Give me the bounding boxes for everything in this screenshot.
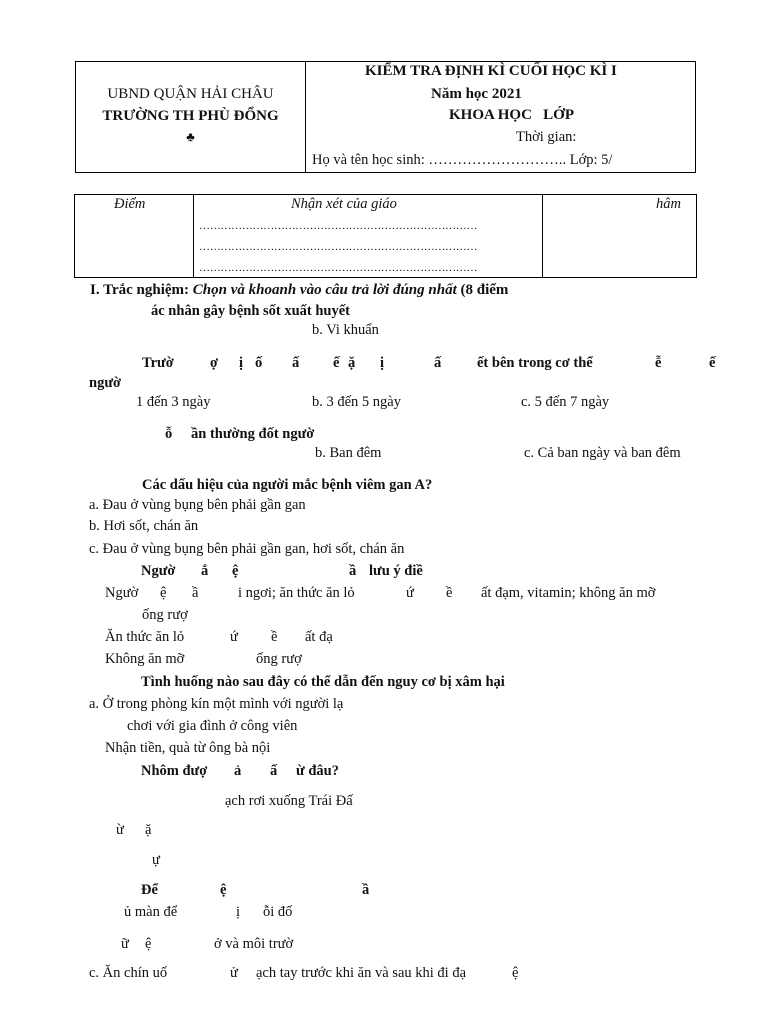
q6-option-c: Nhận tiền, quà từ ông bà nội bbox=[105, 740, 271, 756]
q5c-frag-2: ống rượ bbox=[256, 651, 302, 667]
comment-dots-2: …………………………………………………………………… bbox=[199, 241, 478, 253]
q8b-frag-2: ệ bbox=[145, 936, 152, 952]
q5-frag-4: ầ bbox=[349, 563, 357, 579]
teacher-comment-label: Nhận xét của giáo bbox=[291, 196, 397, 212]
subject-label: KHOA HỌC LỚP bbox=[449, 107, 575, 123]
time-label: Thời gian: bbox=[516, 129, 577, 145]
q5a-frag-3: ầ bbox=[192, 585, 199, 601]
q8c-frag-3: ạch tay trước khi ăn và sau khi đi đạ bbox=[256, 965, 467, 981]
q7-option-c: ự bbox=[152, 852, 160, 868]
q4-text: Các dấu hiệu của người mắc bệnh viêm gan A? bbox=[142, 477, 433, 493]
q8-frag-3: ầ bbox=[362, 882, 370, 898]
grade-right-label: hâm bbox=[656, 196, 681, 212]
q8c-frag-4: ệ bbox=[512, 965, 519, 981]
exam-title: KIỂM TRA ĐỊNH KÌ CUỐI HỌC KÌ I bbox=[365, 63, 617, 79]
q5-frag-5: lưu ý điề bbox=[369, 563, 423, 579]
q8a-frag-1: ủ màn để bbox=[124, 904, 178, 920]
q5a-frag-1: Ngườ bbox=[105, 585, 139, 601]
q5a-frag-6: ề bbox=[446, 585, 453, 601]
q2-frag-3: ị bbox=[239, 355, 244, 371]
q5a-frag-2: ệ bbox=[160, 585, 167, 601]
q2-frag-7: ặ bbox=[348, 355, 356, 371]
q2-option-c: c. 5 đến 7 ngày bbox=[521, 394, 610, 410]
q8-frag-1: Để bbox=[141, 882, 158, 898]
district-name: UBND QUẬN HẢI CHÂU bbox=[107, 86, 274, 102]
q5a-frag-4: i ngơi; ăn thức ăn lỏ bbox=[238, 585, 355, 601]
comment-dots-1: …………………………………………………………………… bbox=[199, 220, 478, 232]
q5-frag-1: Ngườ bbox=[141, 563, 176, 579]
q1-text: ác nhân gây bệnh sốt xuất huyết bbox=[151, 303, 351, 319]
q7b-frag-2: ặ bbox=[145, 822, 152, 838]
q7-frag-2: ả bbox=[234, 763, 242, 779]
grade-divider-1 bbox=[193, 194, 194, 278]
q2-frag-8: ị bbox=[380, 355, 385, 371]
section-title-points: (8 điểm bbox=[460, 282, 509, 298]
q4-option-a: a. Đau ở vùng bụng bên phải gần gan bbox=[89, 497, 306, 513]
q7-frag-1: Nhôm đượ bbox=[141, 763, 208, 779]
score-label: Điểm bbox=[114, 196, 146, 212]
q2-frag-11: ễ bbox=[655, 355, 662, 371]
q6-option-a: a. Ở trong phòng kín một mình với người lạ bbox=[89, 696, 344, 712]
q5-frag-2: ắ bbox=[201, 563, 209, 579]
q2-frag-10: ết bên trong cơ thể bbox=[477, 355, 593, 371]
q3-frag-2: ần thường đốt ngườ bbox=[191, 426, 315, 442]
student-name-line: Họ và tên học sinh: ……………………….. Lớp: 5/ bbox=[312, 152, 613, 168]
q2-frag-2: ợ bbox=[210, 355, 219, 371]
q7-frag-4: ừ đâu? bbox=[296, 763, 339, 779]
q3-option-c: c. Cả ban ngày và ban đêm bbox=[524, 445, 681, 461]
school-name: TRƯỜNG TH PHÙ ĐỔNG bbox=[102, 108, 279, 124]
q2-option-a: 1 đến 3 ngày bbox=[136, 394, 211, 410]
q1-option-b: b. Vi khuẩn bbox=[312, 322, 379, 338]
q5b-frag-3: ề bbox=[271, 629, 278, 645]
q3-option-b: b. Ban đêm bbox=[315, 445, 382, 461]
q8c-frag-1: c. Ăn chín uố bbox=[89, 965, 168, 981]
q3-frag-1: ỗ bbox=[165, 426, 173, 442]
q8c-frag-2: ử bbox=[230, 965, 238, 981]
q2-frag-cont: ngườ bbox=[89, 375, 122, 391]
q8b-frag-1: ữ bbox=[121, 936, 129, 952]
q2-option-b: b. 3 đến 5 ngày bbox=[312, 394, 401, 410]
q2-frag-4: ố bbox=[255, 355, 263, 371]
section-title-instruction: Chọn và khoanh vào câu trả lời đúng nhất bbox=[192, 282, 457, 298]
q5b-frag-4: ất đạ bbox=[305, 629, 333, 645]
q5a-frag-7: ất đạm, vitamin; không ăn mỡ bbox=[481, 585, 656, 601]
q5b-frag-2: ứ bbox=[230, 629, 238, 645]
q8-frag-2: ệ bbox=[220, 882, 227, 898]
q8b-frag-3: ở và môi trườ bbox=[214, 936, 294, 952]
q8a-frag-3: ỗi đố bbox=[263, 904, 293, 920]
q2-frag-5: ấ bbox=[292, 355, 300, 371]
comment-dots-3: …………………………………………………………………… bbox=[199, 262, 478, 274]
section-title bbox=[90, 282, 508, 299]
section-title-bold: I. Trắc nghiệm: bbox=[90, 282, 193, 298]
header-divider bbox=[305, 61, 306, 173]
q5a-frag-cont: ống rượ bbox=[142, 607, 188, 623]
q7b-frag-1: ừ bbox=[116, 822, 124, 838]
q2-frag-12: ế bbox=[709, 355, 716, 371]
q6-option-b: chơi với gia đình ở công viên bbox=[127, 718, 298, 734]
q5b-frag-1: Ăn thức ăn lỏ bbox=[105, 629, 185, 645]
q5a-frag-5: ứ bbox=[406, 585, 414, 601]
q2-frag-1: Trườ bbox=[142, 355, 174, 371]
grade-divider-2 bbox=[542, 194, 543, 278]
q6-text: Tình huống nào sau đây có thể dẫn đến nguy cơ bị xâm hại bbox=[141, 674, 505, 690]
club-mark: ♣ bbox=[186, 129, 195, 144]
q7-frag-3: ấ bbox=[270, 763, 278, 779]
q2-frag-6: ế bbox=[333, 355, 340, 371]
q7-option-a: ạch rơi xuống Trái Đấ bbox=[225, 793, 353, 809]
q4-option-b: b. Hơi sốt, chán ăn bbox=[89, 518, 199, 534]
q5c-frag-1: Không ăn mỡ bbox=[105, 651, 185, 667]
q2-frag-9: ấ bbox=[434, 355, 442, 371]
q5-frag-3: ệ bbox=[232, 563, 239, 579]
q4-option-c: c. Đau ở vùng bụng bên phải gần gan, hơi sốt, chán ăn bbox=[89, 541, 405, 557]
school-year: Năm học 2021 bbox=[431, 86, 522, 102]
q8a-frag-2: ị bbox=[236, 904, 241, 920]
